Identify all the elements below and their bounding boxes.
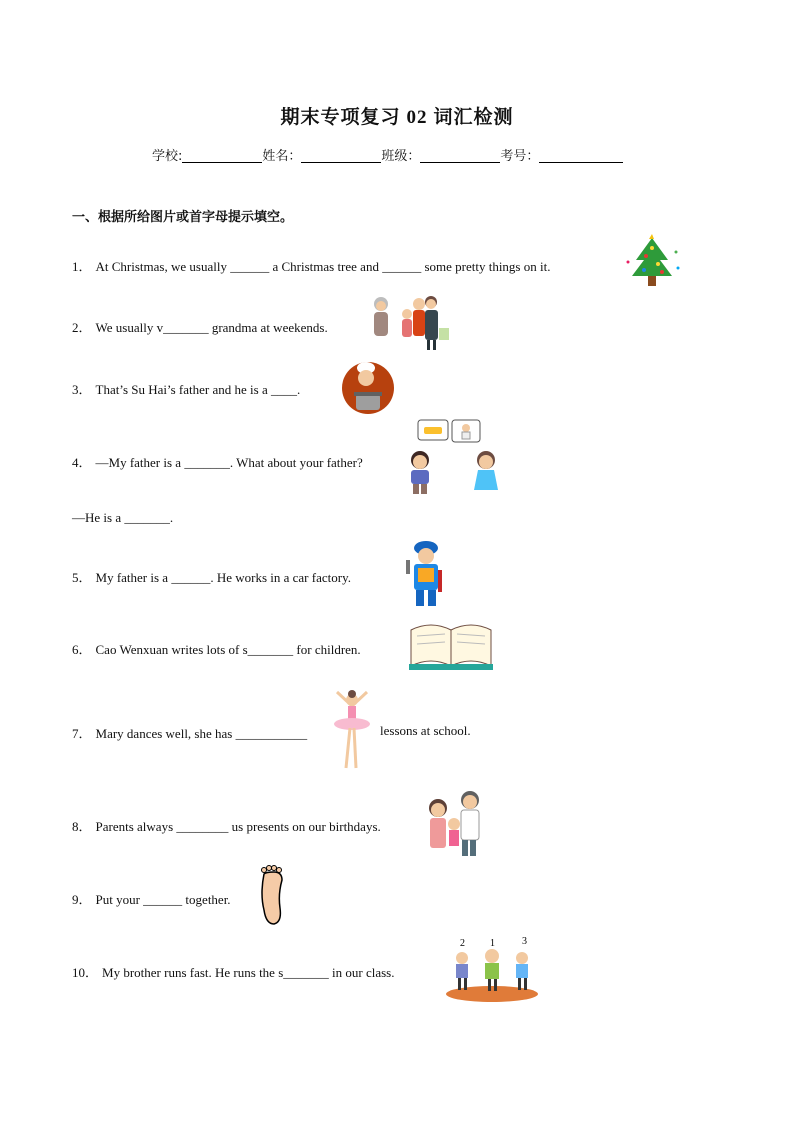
class-blank[interactable] bbox=[420, 148, 500, 163]
christmas-tree-icon bbox=[622, 232, 682, 292]
question-1: 1． At Christmas, we usually ______ a Christmas tree and ______ some pretty things on it. bbox=[72, 259, 551, 274]
question-7-after: lessons at school. bbox=[380, 723, 471, 738]
parents-child-icon bbox=[424, 788, 490, 858]
race-number-2: 2 bbox=[460, 938, 465, 949]
question-3: 3． That’s Su Hai’s father and he is a ____. bbox=[72, 382, 301, 397]
question-9: 9． Put your ______ together. bbox=[72, 892, 231, 907]
question-10: 10． My brother runs fast. He runs the s_______ in our class. bbox=[72, 965, 395, 980]
title-suffix: 词汇检测 bbox=[433, 106, 514, 128]
question-6: 6． Cao Wenxuan writes lots of s_______ for children. bbox=[72, 642, 361, 657]
title-number: 02 bbox=[406, 107, 428, 128]
ballerina-icon bbox=[331, 688, 373, 774]
worker-icon bbox=[404, 540, 448, 608]
page-title bbox=[0, 102, 794, 129]
exam-no-label: 考号： bbox=[500, 149, 540, 164]
cook-icon bbox=[338, 358, 398, 418]
class-label: 班级： bbox=[381, 149, 421, 164]
student-info-line bbox=[152, 145, 623, 164]
question-4-reply: —He is a _______. bbox=[72, 510, 174, 525]
foot-icon bbox=[256, 864, 286, 926]
family-visit-icon bbox=[367, 292, 455, 354]
name-blank[interactable] bbox=[301, 148, 381, 163]
race-runners-icon bbox=[444, 934, 540, 1004]
school-blank[interactable] bbox=[182, 148, 262, 163]
name-label: 姓名： bbox=[262, 149, 302, 164]
open-book-icon bbox=[407, 620, 495, 672]
two-kids-jobs-icon bbox=[402, 418, 502, 502]
question-8: 8． Parents always ________ us presents on our birthdays. bbox=[72, 819, 381, 834]
question-5: 5． My father is a ______. He works in a car factory. bbox=[72, 570, 351, 585]
title-prefix: 期末专项复习 bbox=[280, 106, 401, 128]
race-number-1: 1 bbox=[490, 938, 495, 949]
exam-no-blank[interactable] bbox=[539, 148, 623, 163]
question-7: 7． Mary dances well, she has ___________ bbox=[72, 726, 308, 741]
race-number-3: 3 bbox=[522, 936, 527, 947]
section-title: 一、根据所给图片或首字母提示填空。 bbox=[72, 210, 294, 225]
question-2: 2． We usually v_______ grandma at weekends. bbox=[72, 320, 328, 335]
question-4: 4． —My father is a _______. What about your father? bbox=[72, 455, 363, 470]
school-label: 学校: bbox=[152, 149, 183, 164]
